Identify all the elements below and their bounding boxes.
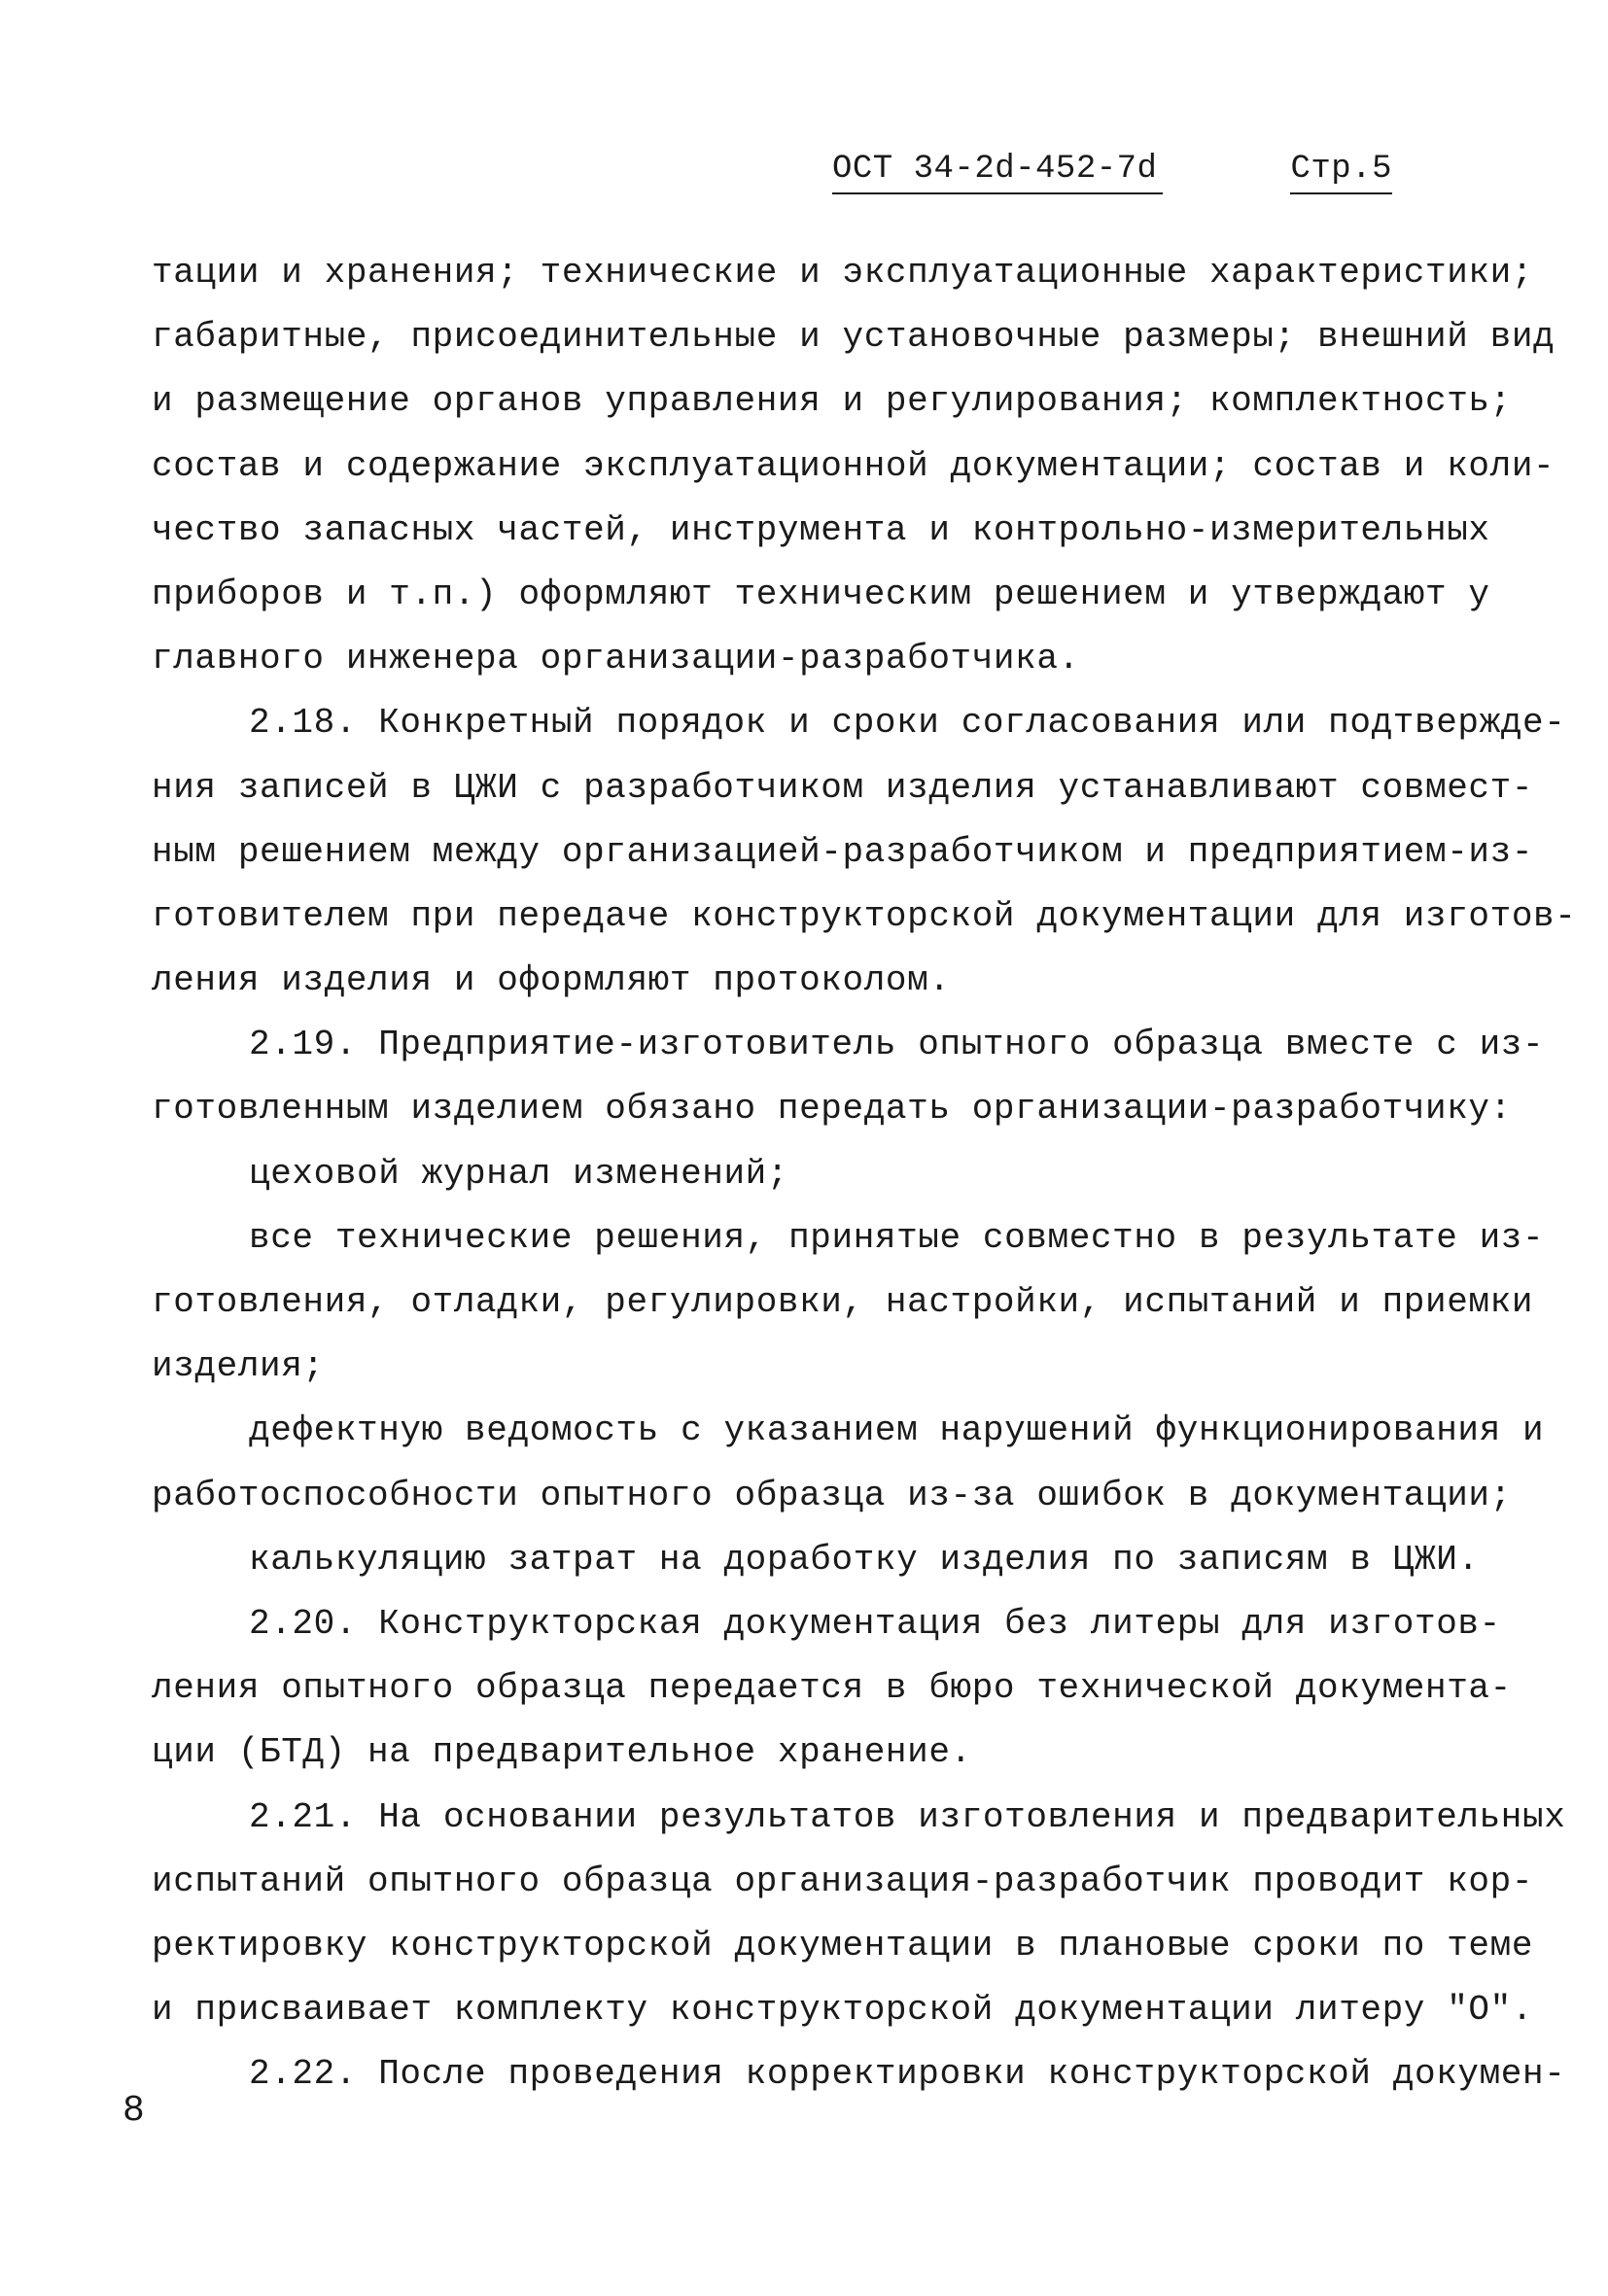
paragraph-2-18: 2.18. Конкретный порядок и сроки согласования или подтвержде- — [249, 703, 1566, 744]
list-item: дефектную ведомость с указанием нарушений функционирования и — [249, 1410, 1545, 1451]
paragraph-2-19: 2.19. Предприятие-изготовитель опытного образца вместе с из- — [249, 1025, 1545, 1065]
document-body — [152, 241, 1577, 2106]
footer-page-number: 8 — [122, 2090, 145, 2132]
text-line: ления изделия и оформляют протоколом. — [152, 960, 951, 1001]
text-line: тации и хранения; технические и эксплуатационные характеристики; — [152, 253, 1534, 293]
list-item: цеховой журнал изменений; — [249, 1153, 789, 1194]
text-line: чество запасных частей, инструмента и контрольно-измерительных — [152, 509, 1490, 550]
page-number-label: Стр.5 — [1290, 146, 1392, 194]
list-item: калькуляцию затрат на доработку изделия по записям в ЦЖИ. — [249, 1539, 1480, 1580]
text-line: испытаний опытного образца организация-разработчик проводит кор- — [152, 1861, 1534, 1901]
paragraph-2-20: 2.20. Конструкторская документация без литеры для изготов- — [249, 1603, 1501, 1644]
text-line: готовления, отладки, регулировки, настройки, испытаний и приемки — [152, 1282, 1534, 1322]
text-line: ным решением между организацией-разработчиком и предприятием-из- — [152, 831, 1534, 872]
text-line: ния записей в ЦЖИ с разработчиком изделия устанавливают совмест- — [152, 767, 1534, 808]
list-item: все технические решения, принятые совместно в результате из- — [249, 1217, 1545, 1258]
text-line: работоспособности опытного образца из-за ошибок в документации; — [152, 1475, 1512, 1515]
text-line: габаритные, присоединительные и установочные размеры; внешний вид — [152, 317, 1556, 358]
text-line: готовителем при передаче конструкторской документации для изготов- — [152, 895, 1577, 936]
text-line: ректировку конструкторской документации в плановые сроки по теме — [152, 1925, 1534, 1966]
text-line: готовленным изделием обязано передать организации-разработчику: — [152, 1089, 1512, 1130]
page-header — [832, 146, 1392, 192]
text-line: изделия; — [152, 1346, 325, 1387]
text-line: приборов и т.п.) оформляют техническим решением и утверждают у — [152, 574, 1490, 614]
text-line: и присваивает комплекту конструкторской документации литеру "О". — [152, 1990, 1534, 2031]
paragraph-2-22: 2.22. После проведения корректировки конструкторской докумен- — [249, 2054, 1566, 2095]
standard-code: ОСТ 34-2d-452-7d — [832, 146, 1163, 194]
text-line: и размещение органов управления и регулирования; комплектность; — [152, 381, 1512, 422]
text-line: состав и содержание эксплуатационной документации; состав и коли- — [152, 445, 1556, 486]
text-line: главного инженера организации-разработчика. — [152, 639, 1080, 679]
text-line: ления опытного образца передается в бюро технической документа- — [152, 1668, 1512, 1709]
text-line: ции (БТД) на предварительное хранение. — [152, 1732, 972, 1773]
paragraph-2-21: 2.21. На основании результатов изготовления и предварительных — [249, 1796, 1566, 1837]
